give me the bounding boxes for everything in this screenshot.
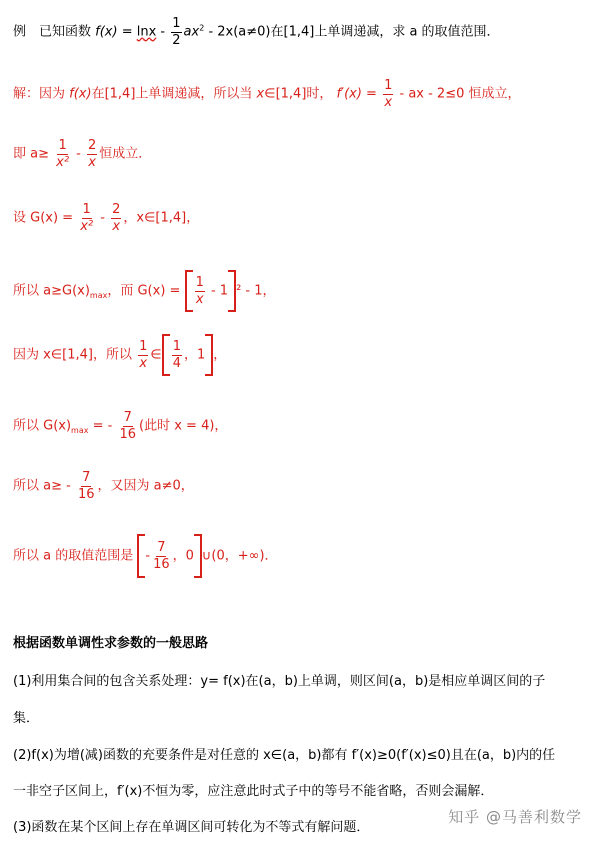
sol4-d: x [195,291,204,307]
left-paren [185,270,193,312]
sol4-n: 1 [195,274,204,290]
sol2-frac1 [55,138,70,170]
sol7-n: 7 [82,470,91,485]
sol4-frac [195,275,205,307]
sol2-c: 恒成立． [99,146,152,162]
solution-line-3 [13,202,199,234]
fx-label: f(x) [95,24,118,40]
sol3-a: 设 G(x) = [13,210,74,226]
watermark: 知乎 @马善利数学 [448,808,582,826]
sol2-d1: x² [56,154,70,170]
sol5-frac2 [172,339,182,371]
sol2-n1: 1 [58,138,67,153]
sol3-frac1 [79,202,94,234]
sol6-b: = - [88,418,113,434]
sol2-a: 即 a≥ [13,146,49,162]
sol2-d2: x [88,154,96,170]
sol3-d2: x [112,218,121,234]
sol1-b: f(x) [69,86,92,102]
sol8-d: 16 [153,556,170,572]
sol8-b: ，0 [172,548,194,564]
square-exp: 2 [199,23,205,33]
sol3-n2: 2 [112,202,121,217]
method-title: 根据函数单调性求参数的一般思路 [13,636,209,651]
sol8-c: ∪(0，+∞)． [201,548,278,564]
sol8-n: 7 [157,539,166,555]
sol7-d: 16 [77,486,95,502]
method-p2b: 一非空子区间上，f′(x)不恒为零，应注意此时式子中的等号不能省略，否则会漏解． [13,784,494,799]
solution-line-2 [13,138,151,170]
half-fraction [171,16,181,48]
sol2-b: - [72,146,86,162]
sol1-d: x [256,86,265,102]
sol3-c: ，x∈[1,4]， [123,210,200,226]
sol6-n: 7 [123,410,132,425]
sol3-n1: 1 [82,202,91,217]
sol4-c: - 1 [206,283,229,299]
sol1-f: f′(x) = [336,86,377,102]
sol4-a: 所以 a≥G(x) [13,283,90,299]
sol4-b: ，而 G(x) = [107,283,181,299]
sol8-frac [152,540,171,572]
method-p3: (3)函数在某个区间上存在单调区间可转化为不等式有解问题． [13,820,370,835]
example-rest: - 2x(a≠0)在[1,4]上单调递减，求 a 的取值范围． [204,24,500,40]
sol1-e: ∈[1,4]时， [264,86,333,102]
solution-line-5 [13,334,226,376]
sol1-c: 在[1,4]上单调递减，所以当 [91,86,253,102]
sol6-a: 所以 G(x) [13,418,72,434]
sol7-a: 所以 a≥ - [13,478,71,494]
sol7-frac [77,470,96,502]
sol5-frac [138,339,148,371]
sol2-n2: 2 [88,138,97,153]
left-bracket [162,334,170,376]
frac-num: 1 [172,16,181,31]
sol1-g: - ax - 2≤0 恒成立， [395,86,521,102]
sol5-d: x [139,355,148,371]
sol1-frac [383,78,393,110]
sol6-c: (此时 x = 4)， [139,418,228,434]
solution-line-1 [13,78,521,110]
right-paren-2 [194,534,202,578]
sol1-num: 1 [384,78,393,93]
sol4-d2: ² - 1， [236,283,276,299]
sol3-b: - [96,210,110,226]
ln-term: lnx [136,24,157,40]
frac-den: 2 [172,32,181,48]
solution-line-4 [13,270,276,312]
sol6-d: 16 [119,426,137,442]
sol5-b: ，1 [184,347,206,363]
method-p1a: (1)利用集合间的包含关系处理：y= f(x)在(a，b)上单调，则区间(a，b)是相应单调区间的子 [13,674,546,689]
sol5-a: 因为 x∈[1,4]，所以 [13,347,132,363]
sol6-frac [118,410,137,442]
method-p2a: (2)f(x)为增(减)函数的充要条件是对任意的 x∈(a，b)都有 f′(x)≥0(f′(x)≤0)且在(a，b)内的任 [13,748,556,763]
sol2-frac2 [87,138,97,170]
sol3-d1: x² [80,218,94,234]
sol5-in: ∈ [150,347,162,363]
sol4-sub: max [89,291,108,301]
solution-line-7 [13,470,194,502]
method-p1b: 集． [13,711,40,726]
sol1-a: 解：因为 [13,86,66,102]
sol5-c: ， [213,347,227,363]
right-paren [228,270,236,312]
solution-line-6 [13,410,227,442]
sol5-n: 1 [139,338,148,354]
sol8-a: 所以 a 的取值范围是 [13,548,134,564]
example-statement [13,16,500,48]
sol7-b: ，又因为 a≠0， [97,478,194,494]
ax-term: ax [183,24,200,40]
minus-sign: - [156,24,170,40]
sol5-fd: 4 [172,355,181,371]
sol3-frac2 [111,202,121,234]
sol8-m: - [145,548,151,564]
example-prefix: 例 已知函数 [13,24,92,40]
sol6-sub: max [71,426,89,436]
eq-sign: = [117,24,137,40]
sol1-den: x [384,94,393,110]
sol5-fn: 1 [172,338,181,354]
solution-line-8 [13,534,278,578]
